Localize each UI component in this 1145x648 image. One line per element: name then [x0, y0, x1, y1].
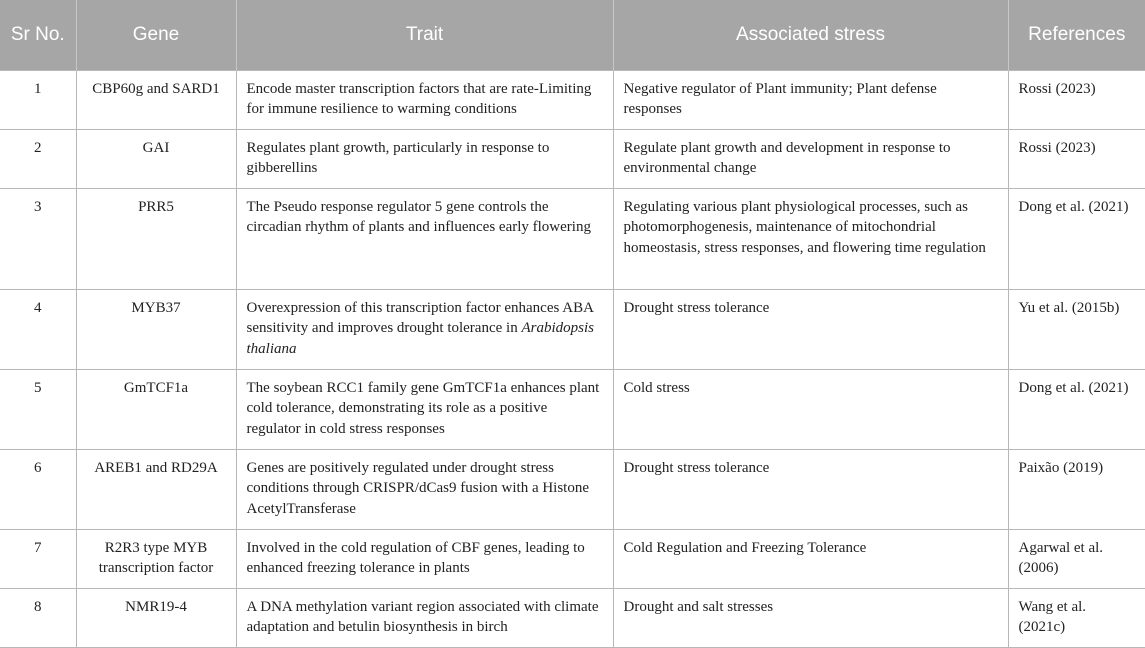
cell-trait: Regulates plant growth, particularly in response to gibberellins: [236, 129, 613, 188]
table-header-row: [0, 0, 1145, 70]
cell-sr-no: 6: [0, 449, 76, 529]
cell-gene: AREB1 and RD29A: [76, 449, 236, 529]
cell-trait: Genes are positively regulated under drought stress conditions through CRISPR/dCas9 fusion with a Histone AcetylTransferase: [236, 449, 613, 529]
cell-gene: GAI: [76, 129, 236, 188]
cell-reference: Agarwal et al. (2006): [1008, 529, 1145, 588]
cell-sr-no: 3: [0, 188, 76, 289]
cell-stress: Negative regulator of Plant immunity; Plant defense responses: [613, 70, 1008, 129]
cell-gene: NMR19-4: [76, 588, 236, 647]
cell-trait: A DNA methylation variant region associated with climate adaptation and betulin biosynthesis in birch: [236, 588, 613, 647]
cell-sr-no: 7: [0, 529, 76, 588]
cell-sr-no: 8: [0, 588, 76, 647]
cell-trait: Involved in the cold regulation of CBF genes, leading to enhanced freezing tolerance in plants: [236, 529, 613, 588]
cell-reference: Yu et al. (2015b): [1008, 289, 1145, 369]
cell-trait: [236, 289, 613, 369]
cell-reference: Rossi (2023): [1008, 129, 1145, 188]
cell-stress: Drought and salt stresses: [613, 588, 1008, 647]
cell-reference: Dong et al. (2021): [1008, 188, 1145, 289]
cell-sr-no: 2: [0, 129, 76, 188]
table-row: [0, 529, 1145, 588]
table-row: [0, 449, 1145, 529]
cell-reference: Dong et al. (2021): [1008, 369, 1145, 449]
table-row: [0, 129, 1145, 188]
table-row: [0, 588, 1145, 647]
cell-stress: Regulate plant growth and development in response to environmental change: [613, 129, 1008, 188]
cell-stress: Drought stress tolerance: [613, 449, 1008, 529]
cell-sr-no: 5: [0, 369, 76, 449]
table-row: [0, 70, 1145, 129]
table-row: [0, 369, 1145, 449]
header-sr-no: Sr No.: [0, 0, 76, 70]
cell-stress: Cold Regulation and Freezing Tolerance: [613, 529, 1008, 588]
header-references: References: [1008, 0, 1145, 70]
cell-gene: GmTCF1a: [76, 369, 236, 449]
cell-reference: Rossi (2023): [1008, 70, 1145, 129]
table-row: [0, 289, 1145, 369]
cell-trait-species: Arabidopsis thaliana: [246, 320, 594, 357]
cell-gene: CBP60g and SARD1: [76, 70, 236, 129]
header-associated-stress: Associated stress: [613, 0, 1008, 70]
cell-trait-text: Overexpression of this transcription factor enhances ABA sensitivity and improves drought tolerance in: [246, 299, 594, 336]
cell-gene: MYB37: [76, 289, 236, 369]
cell-gene: R2R3 type MYB transcription factor: [76, 529, 236, 588]
header-trait: Trait: [236, 0, 613, 70]
cell-sr-no: 4: [0, 289, 76, 369]
cell-sr-no: 1: [0, 70, 76, 129]
cell-gene: PRR5: [76, 188, 236, 289]
cell-reference: Wang et al. (2021c): [1008, 588, 1145, 647]
cell-trait: The soybean RCC1 family gene GmTCF1a enhances plant cold tolerance, demonstrating its role as a positive regulator in cold stress responses: [236, 369, 613, 449]
cell-trait: Encode master transcription factors that are rate-Limiting for immune resilience to warming conditions: [236, 70, 613, 129]
cell-reference: Paixão (2019): [1008, 449, 1145, 529]
cell-stress: Cold stress: [613, 369, 1008, 449]
cell-trait: The Pseudo response regulator 5 gene controls the circadian rhythm of plants and influences early flowering: [236, 188, 613, 289]
table-row: [0, 188, 1145, 289]
header-gene: Gene: [76, 0, 236, 70]
cell-stress: Drought stress tolerance: [613, 289, 1008, 369]
cell-stress: Regulating various plant physiological processes, such as photomorphogenesis, maintenance of mitochondrial homeostasis, stress responses, and flowering time regulation: [613, 188, 1008, 289]
